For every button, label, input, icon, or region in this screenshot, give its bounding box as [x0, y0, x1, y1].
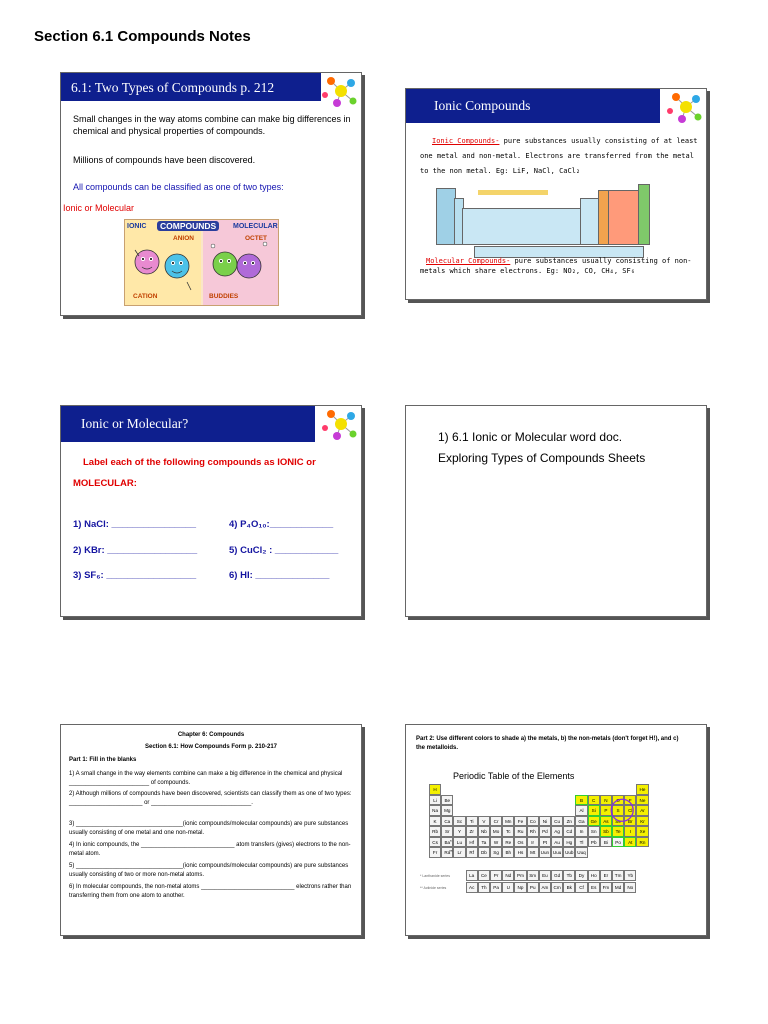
element-cell: Ac [466, 882, 478, 893]
assignment-line-2: Exploring Types of Compounds Sheets [438, 451, 646, 465]
element-cell: H [429, 784, 441, 795]
element-cell: U [502, 882, 514, 893]
element-cell: Ar [636, 805, 648, 816]
element-cell: Uuu [551, 847, 563, 858]
element-cell: Cm [551, 882, 563, 893]
slide-title: Ionic or Molecular? [81, 416, 189, 431]
slide-assignments [405, 405, 707, 617]
compound-item-3: 3) SF₆: _________________ [73, 570, 197, 581]
molecular-term: Molecular Compounds- [426, 257, 511, 265]
element-cell: Ti [466, 816, 478, 827]
element-cell: Ho [588, 870, 600, 881]
element-cell: Uub [563, 847, 575, 858]
element-cell: Ag [551, 826, 563, 837]
compounds-cartoon [124, 219, 279, 306]
element-cell: I [624, 826, 636, 837]
compound-item-5: 5) CuCl₂ : ____________ [229, 545, 339, 556]
element-cell: Hf [466, 837, 478, 848]
circle-annotation-icon [406, 725, 706, 935]
element-cell: Ru [514, 826, 526, 837]
slide1-paragraph-4: Ionic or Molecular [63, 203, 135, 213]
element-cell: Mg [441, 805, 453, 816]
element-cell: Mo [490, 826, 502, 837]
element-cell: O [612, 795, 624, 806]
element-cell: Pt [539, 837, 551, 848]
periodic-table-title: Periodic Table of the Elements [453, 771, 575, 781]
element-cell: Gd [551, 870, 563, 881]
element-cell: Uuq [575, 847, 587, 858]
element-cell: Li [429, 795, 441, 806]
element-cell: Be [441, 795, 453, 806]
element-cell: Cr [490, 816, 502, 827]
molecular-definition [420, 256, 698, 276]
element-cell: Y [453, 826, 465, 837]
element-cell: K [429, 816, 441, 827]
ionic-definition [420, 134, 700, 179]
element-cell: Ce [478, 870, 490, 881]
slide-ionic-compounds [405, 88, 707, 300]
element-cell: La [466, 870, 478, 881]
element-cell: Ne [636, 795, 648, 806]
slide-title-banner [61, 73, 321, 101]
element-cell: Cu [551, 816, 563, 827]
element-cell: Na [429, 805, 441, 816]
element-cell: Tb [563, 870, 575, 881]
element-cell: Yb [624, 870, 636, 881]
element-cell: Fr [429, 847, 441, 858]
element-cell: Ca [441, 816, 453, 827]
element-cell: Pr [490, 870, 502, 881]
molecule-icon [319, 406, 359, 444]
worksheet-heading-2: Section 6.1: How Compounds Form p. 210-217 [144, 744, 278, 750]
compounds-label: COMPOUNDS [157, 221, 219, 231]
element-cell: Tm [612, 870, 624, 881]
element-cell: Ge [588, 816, 600, 827]
slide-two-types-of-compounds [60, 72, 362, 316]
element-cell: Ba [441, 837, 453, 848]
octet-label: OCTET [245, 235, 268, 242]
element-cell: Bi [600, 837, 612, 848]
element-cell: Si [588, 805, 600, 816]
element-cell: Sn [588, 826, 600, 837]
element-cell: Au [551, 837, 563, 848]
element-cell: Nd [502, 870, 514, 881]
element-cell: Pd [539, 826, 551, 837]
lanthanide-label: * Lanthanide series [420, 874, 450, 878]
element-cell: Pa [490, 882, 502, 893]
periodic-table [406, 725, 706, 935]
element-cell: Hs [514, 847, 526, 858]
element-cell: Rn [636, 837, 648, 848]
worksheet-question-5: 5) ________________________________(ionic compounds/molecular compounds) are pure substances usually consisting of two or more non-metal atoms. [69, 863, 349, 878]
worksheet-question-4: 4) In ionic compounds, the ____________________________ atom transfers (gives) electrons to the non-metal atom. [69, 842, 351, 857]
worksheet-heading-1: Chapter 6: Compounds [177, 732, 245, 738]
assignment-line-1: 1) 6.1 Ionic or Molecular word doc. [438, 430, 623, 444]
element-cell: Po [612, 837, 624, 848]
element-cell: No [624, 882, 636, 893]
element-cell: Mn [502, 816, 514, 827]
worksheet-part-label: Part 1: Fill in the blanks [69, 757, 137, 763]
buddies-label: BUDDIES [209, 293, 239, 300]
element-cell: Co [527, 816, 539, 827]
element-cell: Lu [453, 837, 465, 848]
element-cell: Sr [441, 826, 453, 837]
element-cell: Tl [575, 837, 587, 848]
ionic-label: IONIC [127, 223, 147, 230]
element-cell: Cf [575, 882, 587, 893]
molecular-definition-text: pure substances usually consisting of non-metals which share electrons. Eg: NO₂, CO, CH₄, SF₆ [420, 257, 692, 275]
element-cell: Sg [490, 847, 502, 858]
element-cell: Ni [539, 816, 551, 827]
slide-title: 6.1: Two Types of Compounds p. 212 [71, 80, 275, 95]
element-cell: Br [624, 816, 636, 827]
compound-item-6: 6) HI: ______________ [229, 570, 330, 581]
slide-worksheet-part-1 [60, 724, 362, 936]
element-cell: Db [478, 847, 490, 858]
element-cell: Eu [539, 870, 551, 881]
element-cell: Tc [502, 826, 514, 837]
worksheet-question-1: 1) A small change in the way elements combine can make a big difference in the chemical and physical ________________________ of compounds. [69, 771, 343, 786]
page-title: Section 6.1 Compounds Notes [34, 28, 251, 45]
actinide-label: ** Actinide series [420, 886, 447, 890]
slide1-paragraph-3: All compounds can be classified as one of two types: [73, 182, 284, 192]
element-cell: Nb [478, 826, 490, 837]
element-cell: Es [588, 882, 600, 893]
element-cell: Bk [563, 882, 575, 893]
element-cell: Am [539, 882, 551, 893]
element-cell: W [490, 837, 502, 848]
element-cell: Uun [539, 847, 551, 858]
worksheet-question-3: 3) ________________________________(ionic compounds/molecular compounds) are pure substances usually consisting of one metal and one non-metal. [69, 821, 349, 836]
element-cell: Zn [563, 816, 575, 827]
element-cell: Md [612, 882, 624, 893]
slide3-instruction: Label each of the following compounds as IONIC or MOLECULAR: [73, 457, 316, 489]
element-cell: He [636, 784, 648, 795]
element-cell: Lr [453, 847, 465, 858]
element-cell: Rb [429, 826, 441, 837]
element-cell: Cl [624, 805, 636, 816]
element-cell: ** [449, 849, 453, 854]
element-cell: Xe [636, 826, 648, 837]
element-cell: Sb [600, 826, 612, 837]
element-cell: At [624, 837, 636, 848]
element-cell: Ta [478, 837, 490, 848]
element-cell: Rf [466, 847, 478, 858]
element-cell: Th [478, 882, 490, 893]
compound-item-4: 4) P₄O₁₀:____________ [229, 519, 334, 530]
compound-item-2: 2) KBr: _________________ [73, 545, 198, 556]
anion-label: ANION [173, 235, 194, 242]
element-cell: Al [575, 805, 587, 816]
element-cell: Cs [429, 837, 441, 848]
element-cell: Pb [588, 837, 600, 848]
molecular-label: MOLECULAR [233, 223, 278, 230]
molecule-icon [319, 73, 359, 111]
cation-label: CATION [133, 293, 158, 300]
element-cell: Cd [563, 826, 575, 837]
slide-title-banner [61, 406, 315, 442]
element-cell: Ga [575, 816, 587, 827]
element-cell: N [600, 795, 612, 806]
element-cell: Os [514, 837, 526, 848]
slide-worksheet-part-2 [405, 724, 707, 936]
element-cell: Mt [527, 847, 539, 858]
element-cell: Er [600, 870, 612, 881]
ionic-term: Ionic Compounds- [432, 137, 500, 145]
element-cell: Te [612, 826, 624, 837]
slide-title-banner [406, 89, 660, 123]
element-cell: Re [502, 837, 514, 848]
ionic-definition-text: pure substances usually consisting of at least one metal and non-metal. Electrons are transferred from the metal to the non metal. Eg: LiF, NaCl, CaCl₂ [420, 137, 698, 175]
worksheet-question-6: 6) In molecular compounds, the non-metal atoms ____________________________ electrons rather than transferring them from one atom to another. [69, 884, 352, 899]
element-cell: Zr [466, 826, 478, 837]
element-cell: C [588, 795, 600, 806]
element-cell: In [575, 826, 587, 837]
element-cell: B [575, 795, 587, 806]
element-cell: Ir [527, 837, 539, 848]
element-cell: Rh [527, 826, 539, 837]
worksheet-part2-instruction: Part 2: Use different colors to shade a) the metals, b) the non-metals (don't forget H!), and c) the metalloids. [416, 736, 679, 751]
element-cell: Ra [441, 847, 453, 858]
element-cell: P [600, 805, 612, 816]
element-cell: V [478, 816, 490, 827]
worksheet-question-2: 2) Although millions of compounds have been discovered, scientists can classify them as one of two types: ______________________ or ______________________________. [69, 791, 352, 806]
element-cell: Pu [527, 882, 539, 893]
slide1-paragraph-1: Small changes in the way atoms combine can make big differences in chemical and physical properties of compounds. [73, 114, 351, 136]
slide-ionic-or-molecular [60, 405, 362, 617]
slide-title: Ionic Compounds [434, 98, 531, 113]
element-cell: Hg [563, 837, 575, 848]
element-cell: Fm [600, 882, 612, 893]
element-cell: F [624, 795, 636, 806]
molecule-icon [664, 89, 704, 127]
element-cell: Se [612, 816, 624, 827]
element-cell: Dy [575, 870, 587, 881]
element-cell: Pm [514, 870, 526, 881]
element-cell: As [600, 816, 612, 827]
element-cell: Fe [514, 816, 526, 827]
element-cell: Sm [527, 870, 539, 881]
element-cell: Bh [502, 847, 514, 858]
element-cell: S [612, 805, 624, 816]
mini-periodic-table [434, 184, 672, 256]
compound-item-1: 1) NaCl: ________________ [73, 519, 197, 530]
element-cell: * [450, 838, 452, 844]
element-cell: Np [514, 882, 526, 893]
slide1-paragraph-2: Millions of compounds have been discovered. [73, 155, 256, 165]
element-cell: Sc [453, 816, 465, 827]
element-cell: Kr [636, 816, 648, 827]
